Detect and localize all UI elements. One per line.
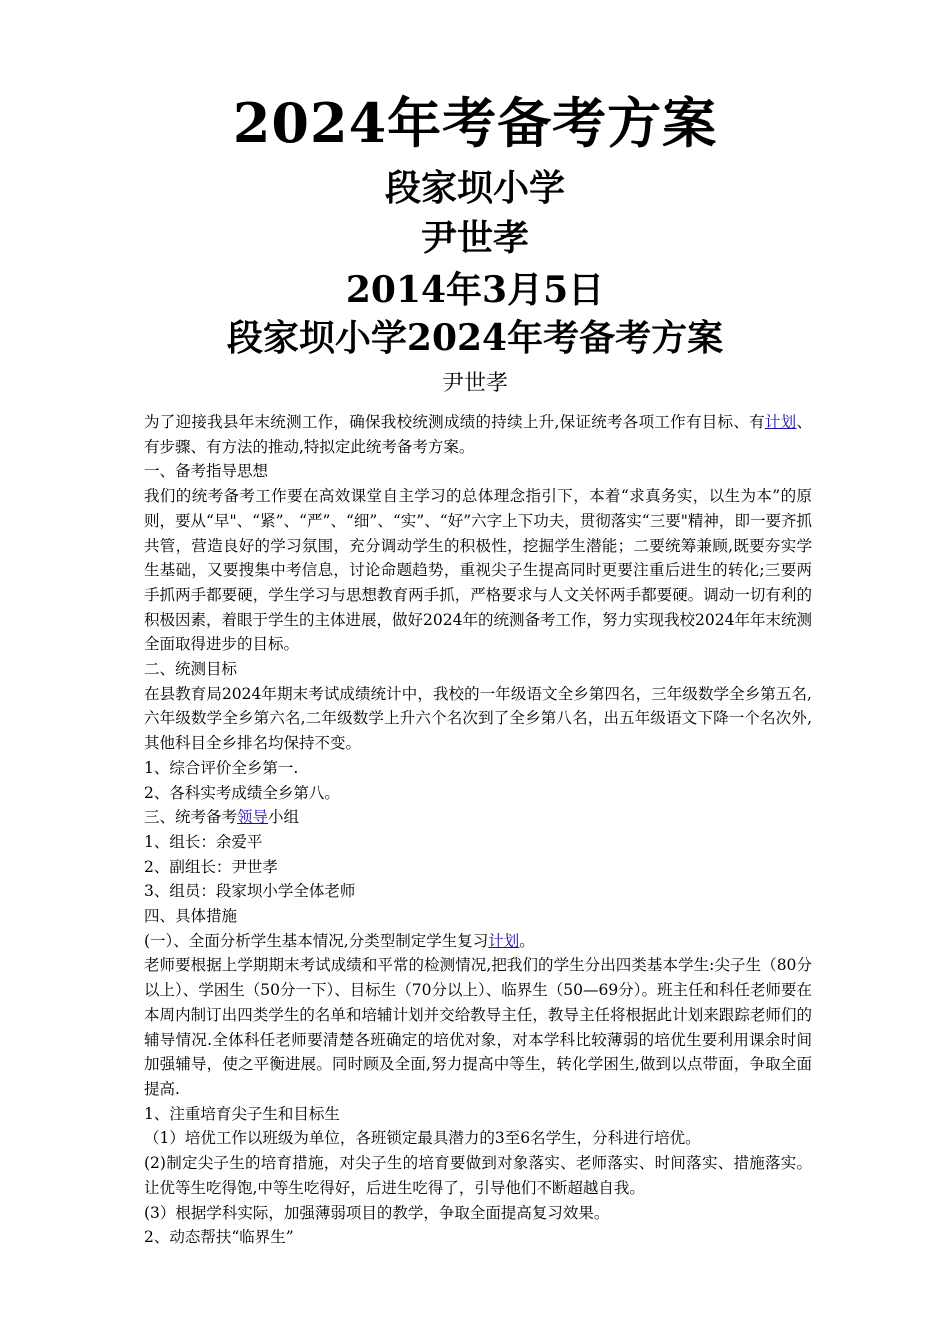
- section-4-item-1-3: (3）根据学科实际，加强薄弱项目的教学，争取全面提高复习效果。: [144, 1203, 610, 1222]
- section-2-item-1: 1、综合评价全乡第一.: [144, 758, 299, 777]
- intro-text-b: 、有步骤、有方法的推动,特拟定此统考备考方案。: [144, 413, 812, 456]
- document-date: 2014年3月5日: [345, 269, 605, 311]
- intro-paragraph: [144, 410, 812, 459]
- section-1-paragraph: 我们的统考备考工作要在高效课堂自主学习的总体理念指引下，本着“求真务实，以生为本”的原则，要从“早"、“紧”、“严”、“细”、“实”、“好”六字上下功夫，贯彻落实“三要"精神，即一要齐抓共管，营造良好的学习氛围，充分调动学生的积极性，挖掘学生潜能；二要统筹兼顾,既要夯实学生基础，又要搜集中考信息，讨论命题趋势，重视尖子生提高同时更要注重后进生的转化;三要两手抓两手都要硬，学生学习与思想教育两手抓，严格要求与人文关怀两手都要硬。调动一切有利的积极因素，着眼于学生的主体进展，做好2024年的统测备考工作，努力实现我校2024年年末统测全面取得进步的目标。: [144, 487, 812, 654]
- section-3-heading-b: 小组: [268, 808, 300, 827]
- section-4-paragraph: 老师要根据上学期期末考试成绩和平常的检测情况,把我们的学生分出四类基本学生:尖子生（80分以上）、学困生（50分一下）、目标生（70分以上）、临界生（50—69分）。班主任和科任老师要在本周内制订出四类学生的名单和培辅计划并交给教导主任，教导主任将根据此计划来跟踪老师们的辅导情况.全体科任老师要清楚各班确定的培优对象，对本学科比较薄弱的培优生要利用课余时间加强辅导，使之平衡进展。同时顾及全面,努力提高中等生，转化学困生,做到以点带面，争取全面提高.: [144, 956, 812, 1098]
- document-subtitle: 段家坝小学2024年考备考方案: [226, 317, 724, 359]
- section-3-heading-a: 三、统考备考: [144, 808, 238, 827]
- section-4-item-1: 1、注重培育尖子生和目标生: [144, 1104, 340, 1123]
- author-byline: 尹世孝: [441, 371, 508, 396]
- section-4-item-1-1: （1）培优工作以班级为单位，各班锁定最具潜力的3至6名学生，分科进行培优。: [144, 1129, 701, 1148]
- section-4-sub1-b: 。: [519, 931, 535, 950]
- section-4-item-2: 2、动态帮扶“临界生”: [144, 1228, 294, 1247]
- section-4-sub1-a: (一）、全面分析学生基本情况,分类型制定学生复习: [144, 931, 489, 950]
- section-2-item-2: 2、各科实考成绩全乡第八。: [144, 783, 340, 802]
- section-4-subheading-1: [144, 929, 812, 954]
- section-3-heading: [144, 805, 812, 830]
- section-4-heading: 四、具体措施: [144, 907, 238, 926]
- section-2-paragraph: 在县教育局2024年期末考试成绩统计中，我校的一年级语文全乡第四名，三年级数学全乡第五名,六年级数学全乡第六名,二年级数学上升六个名次到了全乡第八名，出五年级语文下降一个名次外,其他科目全乡排名均保持不变。: [144, 684, 812, 753]
- plan-link[interactable]: 计划: [764, 413, 797, 431]
- school-name: 段家坝小学: [384, 167, 565, 209]
- section-2-heading: 二、统测目标: [144, 660, 238, 679]
- section-3-item-3: 3、组员：段家坝小学全体老师: [144, 882, 356, 901]
- leader-link[interactable]: 领导: [237, 808, 269, 827]
- section-3-item-1: 1、组长：余爱平: [144, 832, 263, 851]
- document-body: [144, 410, 812, 1250]
- intro-text-a: 为了迎接我县年末统测工作，确保我校统测成绩的持续上升,保证统考各项工作有目标、有: [144, 413, 765, 431]
- main-title: 2024年考备考方案: [232, 91, 718, 155]
- section-4-item-1-2: (2)制定尖子生的培育措施，对尖子生的培育要做到对象落实、老师落实、时间落实、措施落实。让优等生吃得饱,中等生吃得好，后进生吃得了，引导他们不断超越自我。: [144, 1154, 812, 1197]
- author-name: 尹世孝: [420, 217, 529, 259]
- review-plan-link[interactable]: 计划: [488, 931, 520, 950]
- section-1-heading: 一、备考指导思想: [144, 462, 269, 481]
- section-3-item-2: 2、副组长：尹世孝: [144, 857, 278, 876]
